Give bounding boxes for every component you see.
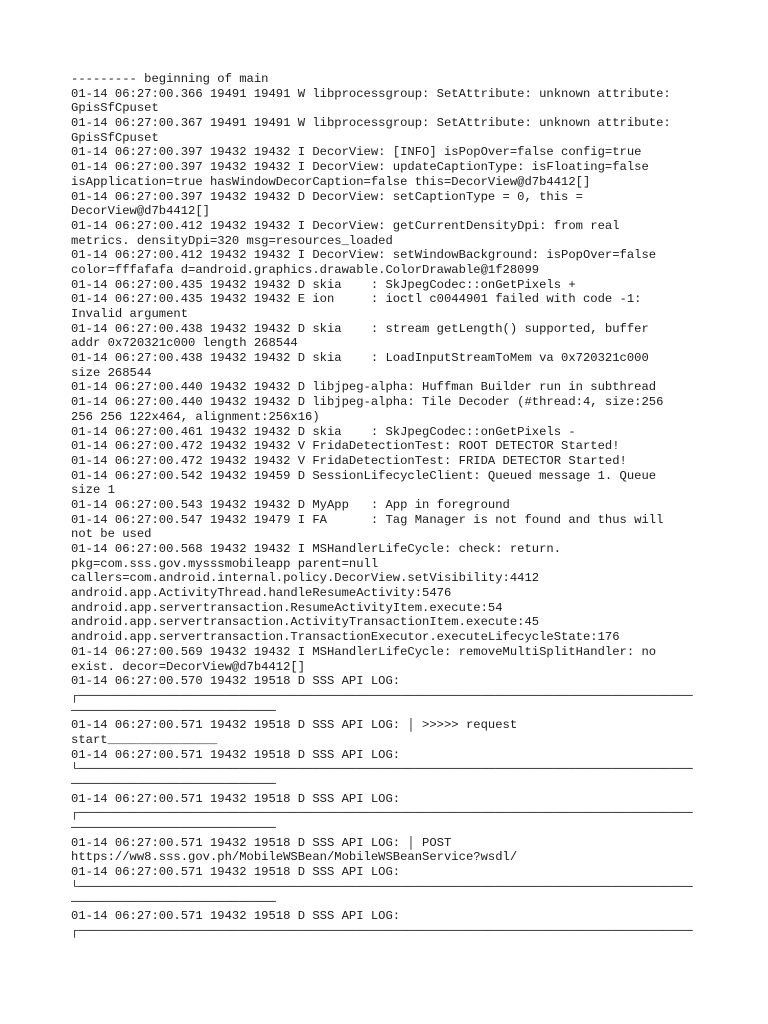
log-line: not be used	[71, 527, 152, 542]
log-line: 01-14 06:27:00.435 19432 19432 E ion : ioctl c0044901 failed with code -1:	[71, 292, 642, 307]
log-line: --------- beginning of main	[71, 72, 269, 86]
log-line: ┌────────────────────────────────────────────────────────────────────────────────────	[71, 923, 693, 938]
log-line: ────────────────────────────	[71, 894, 276, 909]
log-line: 01-14 06:27:00.570 19432 19518 D SSS API LOG:	[71, 674, 401, 689]
log-line: 01-14 06:27:00.397 19432 19432 I DecorView: updateCaptionType: isFloating=false	[71, 160, 649, 175]
log-line: 01-14 06:27:00.571 19432 19518 D SSS API LOG:	[71, 909, 401, 924]
log-line: 01-14 06:27:00.397 19432 19432 I DecorView: [INFO] isPopOver=false config=true	[71, 145, 642, 160]
log-line: https://ww8.sss.gov.ph/MobileWSBean/MobileWSBeanService?wsdl/	[71, 850, 518, 865]
log-line: metrics. densityDpi=320 msg=resources_loaded	[71, 233, 393, 248]
log-line: 01-14 06:27:00.571 19432 19518 D SSS API LOG:	[71, 865, 401, 880]
log-line: 01-14 06:27:00.438 19432 19432 D skia : LoadInputStreamToMem va 0x720321c000	[71, 351, 649, 366]
log-line: color=fffafafa d=android.graphics.drawable.ColorDrawable@1f28099	[71, 262, 540, 277]
log-line: └────────────────────────────────────────────────────────────────────────────────────	[71, 879, 693, 894]
log-line: ────────────────────────────	[71, 703, 276, 718]
log-line: start_______________	[71, 732, 218, 747]
log-line: 01-14 06:27:00.571 19432 19518 D SSS API LOG: │ >>>>> request	[71, 718, 518, 733]
log-line: 01-14 06:27:00.438 19432 19432 D skia : stream getLength() supported, buffer	[71, 321, 649, 336]
log-line: 01-14 06:27:00.571 19432 19518 D SSS API LOG:	[71, 747, 401, 762]
log-line: ────────────────────────────	[71, 821, 276, 836]
log-line: 01-14 06:27:00.571 19432 19518 D SSS API LOG:	[71, 791, 401, 806]
log-output	[71, 72, 701, 939]
log-line: android.app.ActivityThread.handleResumeActivity:5476	[71, 586, 452, 601]
log-line: Invalid argument	[71, 307, 189, 321]
log-line: android.app.servertransaction.ActivityTransactionItem.execute:45	[71, 615, 540, 630]
log-line: 01-14 06:27:00.571 19432 19518 D SSS API LOG: │ POST	[71, 835, 452, 850]
log-line: 01-14 06:27:00.435 19432 19432 D skia : SkJpegCodec::onGetPixels +	[71, 277, 576, 292]
log-line: pkg=com.sss.gov.mysssmobileapp parent=null	[71, 556, 379, 571]
log-line: exist. decor=DecorView@d7b4412[]	[71, 659, 306, 674]
log-line: 01-14 06:27:00.542 19432 19459 D SessionLifecycleClient: Queued message 1. Queue	[71, 468, 657, 483]
log-line: 01-14 06:27:00.440 19432 19432 D libjpeg-alpha: Tile Decoder (#thread:4, size:256	[71, 395, 664, 410]
log-line: isApplication=true hasWindowDecorCaption=false this=DecorView@d7b4412[]	[71, 174, 591, 189]
log-line: 01-14 06:27:00.412 19432 19432 I DecorView: setWindowBackground: isPopOver=false	[71, 248, 657, 263]
log-line: android.app.servertransaction.TransactionExecutor.executeLifecycleState:176	[71, 630, 620, 645]
log-line: 01-14 06:27:00.412 19432 19432 I DecorView: getCurrentDensityDpi: from real	[71, 218, 620, 233]
log-line: 01-14 06:27:00.461 19432 19432 D skia : SkJpegCodec::onGetPixels -	[71, 424, 576, 439]
log-line: callers=com.android.internal.policy.DecorView.setVisibility:4412	[71, 571, 540, 586]
log-line: GpisSfCpuset	[71, 101, 159, 116]
log-line: 01-14 06:27:00.543 19432 19432 D MyApp : App in foreground	[71, 497, 510, 512]
log-line: 01-14 06:27:00.472 19432 19432 V FridaDetectionTest: FRIDA DETECTOR Started!	[71, 453, 627, 468]
log-line: 01-14 06:27:00.397 19432 19432 D DecorView: setCaptionType = 0, this =	[71, 189, 583, 204]
log-line: 01-14 06:27:00.440 19432 19432 D libjpeg-alpha: Huffman Builder run in subthread	[71, 380, 657, 395]
log-line: DecorView@d7b4412[]	[71, 204, 210, 219]
log-line: 01-14 06:27:00.367 19491 19491 W libprocessgroup: SetAttribute: unknown attribute:	[71, 116, 671, 131]
log-line: 01-14 06:27:00.366 19491 19491 W libprocessgroup: SetAttribute: unknown attribute:	[71, 86, 671, 101]
log-line: size 268544	[71, 365, 152, 380]
log-line: ────────────────────────────	[71, 777, 276, 791]
log-line: 01-14 06:27:00.547 19432 19479 I FA : Tag Manager is not found and thus will	[71, 512, 664, 527]
log-line: 01-14 06:27:00.569 19432 19432 I MSHandlerLifeCycle: removeMultiSplitHandler: no	[71, 644, 657, 659]
log-line: size 1	[71, 483, 115, 498]
log-line: 01-14 06:27:00.568 19432 19432 I MSHandlerLifeCycle: check: return.	[71, 542, 562, 556]
log-line: ┌────────────────────────────────────────────────────────────────────────────────────	[71, 806, 693, 821]
log-line: ┌────────────────────────────────────────────────────────────────────────────────────	[71, 688, 693, 703]
log-line: addr 0x720321c000 length 268544	[71, 336, 298, 351]
log-line: GpisSfCpuset	[71, 130, 159, 145]
log-line: └────────────────────────────────────────────────────────────────────────────────────	[71, 762, 693, 777]
log-line: 01-14 06:27:00.472 19432 19432 V FridaDetectionTest: ROOT DETECTOR Started!	[71, 439, 620, 454]
log-line: 256 256 122x464, alignment:256x16)	[71, 409, 320, 424]
log-line: android.app.servertransaction.ResumeActivityItem.execute:54	[71, 600, 503, 615]
